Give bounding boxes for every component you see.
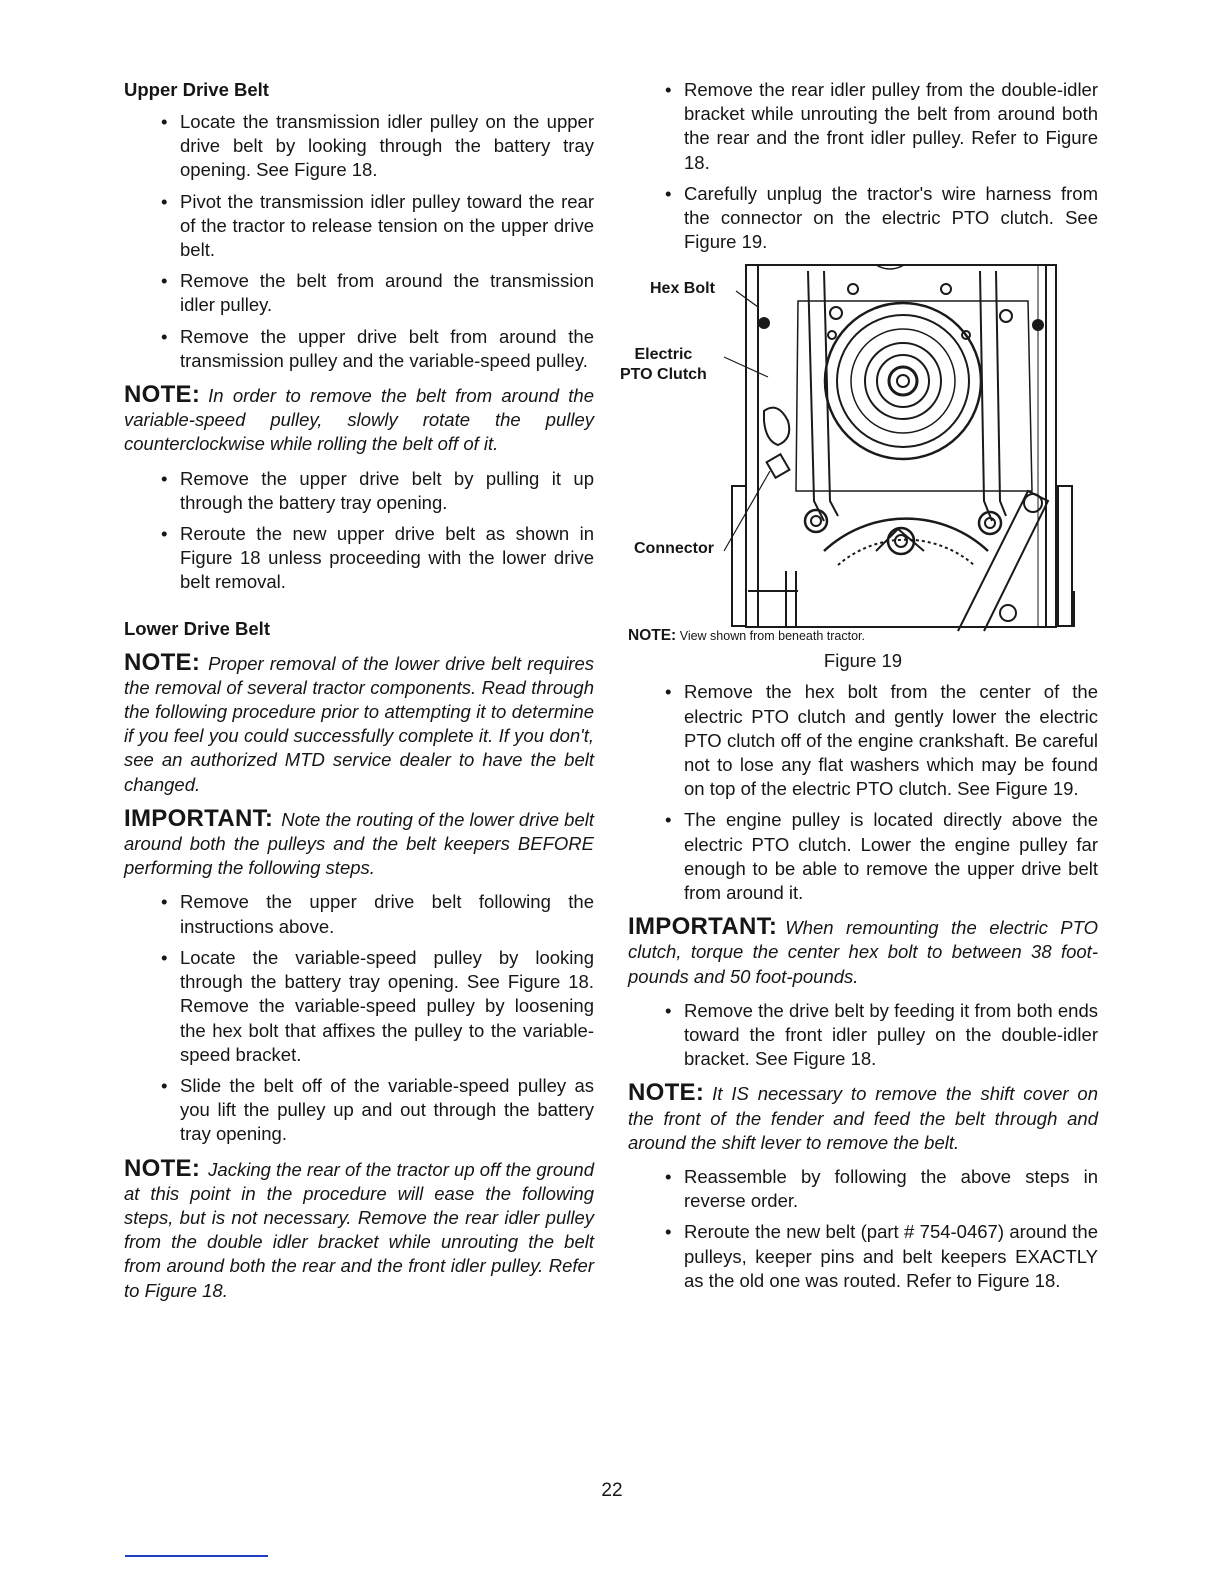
list-item: • Remove the upper drive belt following the instructions above. [180, 890, 594, 938]
reassembly-steps [628, 1165, 1098, 1293]
figure-note-text: View shown from beneath tractor. [679, 629, 865, 644]
note-jacking-tractor [124, 1154, 594, 1303]
idler-and-harness-steps [628, 78, 1098, 254]
list-item: • Reassemble by following the above steps in reverse order. [684, 1165, 1098, 1213]
upper-drive-belt-steps-continued [124, 467, 594, 595]
list-item: • Slide the belt off of the variable-speed pulley as you lift the pulley up and out through the battery tray opening. [180, 1074, 594, 1147]
note-text: Jacking the rear of the tractor up off the ground at this point in the procedure will ease the following steps, but is not necessary. Remove the rear idler pulley from the double idler bracket while unrouting the belt from around both the rear and the front idler pulley. Refer to Figure 18. [124, 1158, 594, 1301]
list-item: • Remove the hex bolt from the center of the electric PTO clutch and gently lower the electric PTO clutch off of the engine crankshaft. Be careful not to lose any flat washers which may be found on top of the electric PTO clutch. See Figure 19. [684, 680, 1098, 801]
list-item: • Remove the belt from around the transmission idler pulley. [180, 269, 594, 317]
list-item: • Locate the transmission idler pulley on the upper drive belt by looking through the battery tray opening. See Figure 18. [180, 110, 594, 183]
pto-clutch-body [825, 303, 981, 459]
note-variable-speed-pulley [124, 383, 594, 457]
pto-removal-steps [628, 680, 1098, 905]
list-item: • Reroute the new upper drive belt as shown in Figure 18 unless proceeding with the lower drive belt removal. [180, 522, 594, 595]
figure-caption: Figure 19 [823, 650, 903, 672]
figure-19 [620, 261, 1098, 646]
note-label: NOTE: [124, 1154, 201, 1182]
important-text: When remounting the electric PTO clutch, torque the center hex bolt to between 38 foot-pounds and 50 foot-pounds. [628, 917, 1098, 987]
important-text: Note the routing of the lower drive belt around both the pulleys and the belt keepers BEFORE performing the following steps. [124, 808, 594, 879]
important-torque [628, 915, 1098, 989]
upper-drive-belt-steps [124, 110, 594, 373]
note-text: It IS necessary to remove the shift cover on the front of the fender and feed the belt through and around the shift lever to remove the belt. [628, 1083, 1098, 1153]
important-label: IMPORTANT: [628, 913, 778, 941]
list-item: • The engine pulley is located directly above the electric PTO clutch. Lower the engine pulley far enough to be able to remove the upper drive belt from around it. [684, 808, 1098, 905]
list-item: • Locate the variable-speed pulley by looking through the battery tray opening. See Figure 18. Remove the variable-speed pulley by loosening the hex bolt that affixes the pulley to the variable-speed bracket. [180, 946, 594, 1067]
list-item: • Remove the upper drive belt from around the transmission pulley and the variable-speed pulley. [180, 325, 594, 373]
important-label: IMPORTANT: [124, 804, 274, 832]
callout-line: Electric [634, 346, 693, 364]
callout-line: PTO Clutch [620, 366, 707, 384]
footer-rule [125, 1555, 268, 1557]
figure-note-label: NOTE: [628, 627, 677, 645]
note-text: In order to remove the belt from around the variable-speed pulley, slowly rotate the pulley counterclockwise while rolling the belt off of it. [124, 385, 594, 455]
list-item: • Reroute the new belt (part # 754-0467) around the pulleys, keeper pins and belt keepers EXACTLY as the old one was routed. Refer to Figure 18. [684, 1220, 1098, 1293]
upper-drive-belt-heading: Upper Drive Belt [124, 79, 269, 100]
list-item: • Carefully unplug the tractor's wire harness from the connector on the electric PTO clutch. See Figure 19. [684, 182, 1098, 255]
hex-bolt-head [889, 367, 917, 395]
list-item: • Remove the upper drive belt by pulling it up through the battery tray opening. [180, 467, 594, 515]
lower-drive-belt-heading: Lower Drive Belt [124, 617, 270, 639]
pto-clutch-illustration [628, 261, 1098, 646]
note-text: Proper removal of the lower drive belt requires the removal of several tractor components. Read through the following procedure prior to attempting it to determine if you feel you could successfully complete it. If you don't, see an authorized MTD service dealer to have the belt changed. [124, 652, 594, 795]
list-item: • Pivot the transmission idler pulley toward the rear of the tractor to release tension on the upper drive belt. [180, 190, 594, 263]
important-routing [124, 804, 594, 881]
note-proper-removal [124, 648, 594, 797]
hex-bolt-callout: Hex Bolt [650, 280, 715, 298]
note-label: NOTE: [628, 1079, 705, 1107]
right-column [620, 78, 1098, 1300]
list-item: • Remove the drive belt by feeding it from both ends toward the front idler pulley on the double-idler bracket. See Figure 18. [684, 999, 1098, 1072]
drive-belt-removal-steps [628, 999, 1098, 1072]
page-number: 22 [601, 1480, 623, 1501]
connector-callout: Connector [634, 540, 714, 558]
electric-pto-clutch-callout [620, 345, 707, 385]
note-label: NOTE: [124, 648, 201, 676]
list-item: • Remove the rear idler pulley from the double-idler bracket while unrouting the belt from around both the rear and the front idler pulley. Refer to Figure 18. [684, 78, 1098, 175]
note-label: NOTE: [124, 381, 201, 409]
left-column [124, 78, 594, 1313]
lower-drive-belt-steps [124, 890, 594, 1146]
note-shift-cover [628, 1081, 1098, 1155]
figure-note [628, 627, 865, 645]
